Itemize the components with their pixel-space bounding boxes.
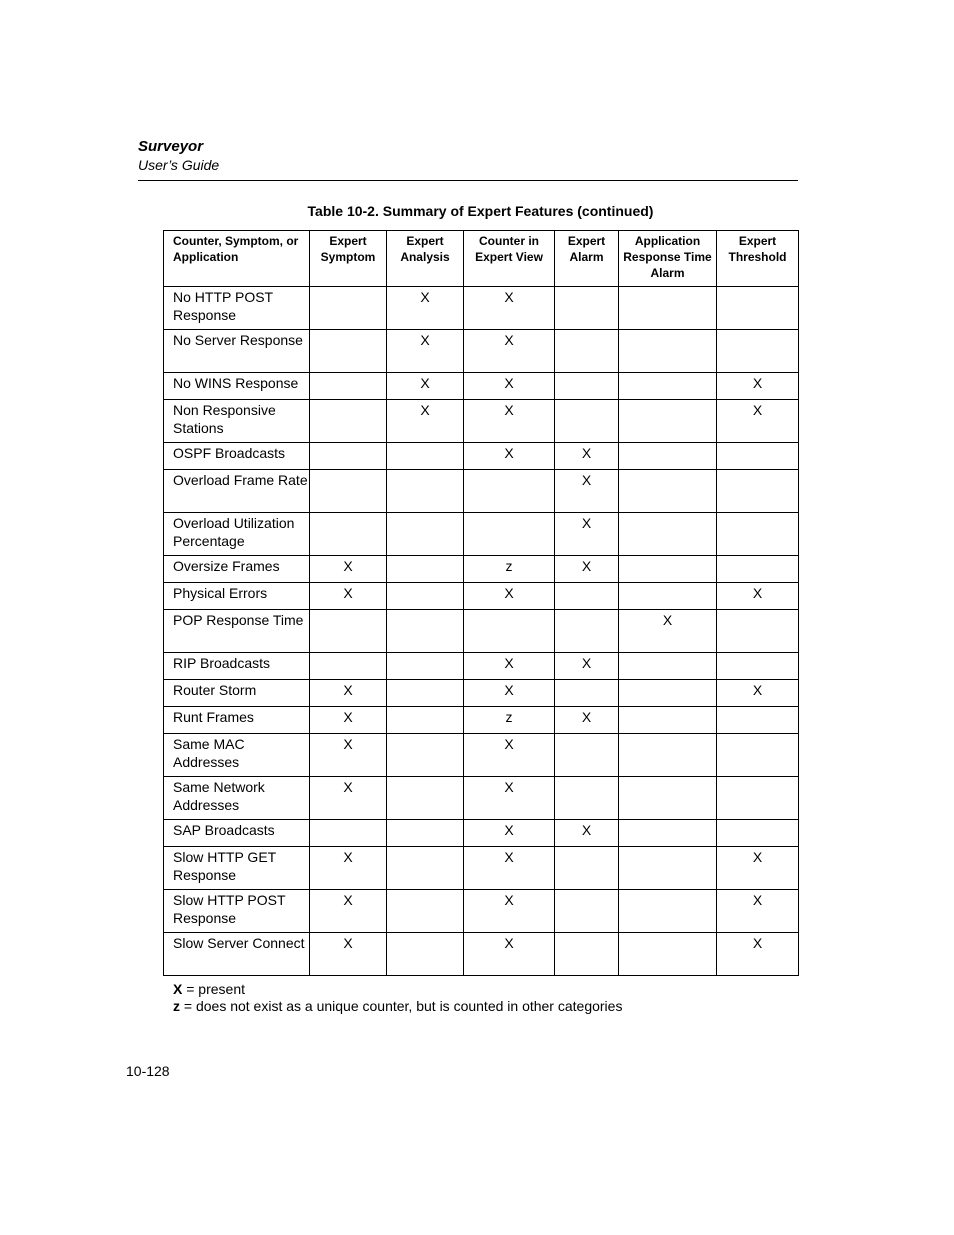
row-label: RIP Broadcasts <box>164 653 310 680</box>
expert-features-table <box>163 230 799 976</box>
running-header-subtitle: User’s Guide <box>138 157 220 173</box>
row-label: Slow HTTP GET Response <box>164 847 310 890</box>
table-caption: Table 10-2. Summary of Expert Features (continued) <box>307 203 654 219</box>
table-cell: X <box>464 777 555 820</box>
table-cell <box>619 583 717 610</box>
legend-present <box>173 981 245 997</box>
table-row <box>164 513 799 556</box>
row-label: Same Network Addresses <box>164 777 310 820</box>
table-cell: X <box>717 680 799 707</box>
table-body <box>164 287 799 976</box>
table-cell <box>555 933 619 976</box>
table-row <box>164 373 799 400</box>
table-cell <box>619 933 717 976</box>
table-cell <box>387 583 464 610</box>
table-row <box>164 287 799 330</box>
table-row <box>164 400 799 443</box>
table-cell: z <box>464 556 555 583</box>
column-header: Expert Symptom <box>310 231 387 287</box>
table-cell <box>555 890 619 933</box>
row-label: Non Responsive Stations <box>164 400 310 443</box>
table-row <box>164 653 799 680</box>
legend-symbol: z <box>173 998 180 1014</box>
table-cell <box>619 777 717 820</box>
row-label: Router Storm <box>164 680 310 707</box>
row-label: Same MAC Addresses <box>164 734 310 777</box>
row-label: OSPF Broadcasts <box>164 443 310 470</box>
table-cell <box>619 653 717 680</box>
table-cell <box>310 820 387 847</box>
table-cell: X <box>555 443 619 470</box>
table-cell: X <box>717 890 799 933</box>
table-cell <box>555 777 619 820</box>
table-cell: X <box>464 653 555 680</box>
table-cell <box>310 330 387 373</box>
table-cell: X <box>717 373 799 400</box>
table-cell <box>717 707 799 734</box>
row-label: Physical Errors <box>164 583 310 610</box>
table-cell <box>387 610 464 653</box>
legend-text: = present <box>182 981 245 997</box>
table-cell: X <box>387 400 464 443</box>
table-cell <box>464 513 555 556</box>
table-cell: X <box>310 890 387 933</box>
table-cell <box>387 513 464 556</box>
table-cell <box>717 470 799 513</box>
table-row <box>164 820 799 847</box>
table-cell: X <box>555 513 619 556</box>
table-cell <box>310 287 387 330</box>
table-cell <box>387 820 464 847</box>
table-cell <box>555 680 619 707</box>
table-cell: X <box>555 470 619 513</box>
table-row <box>164 890 799 933</box>
column-header: Application Response Time Alarm <box>619 231 717 287</box>
table-cell <box>619 287 717 330</box>
table-cell: X <box>717 583 799 610</box>
row-label: No WINS Response <box>164 373 310 400</box>
table-cell: X <box>464 400 555 443</box>
table-cell <box>310 610 387 653</box>
table-cell <box>387 680 464 707</box>
table-cell <box>717 330 799 373</box>
table-row <box>164 470 799 513</box>
table-cell: X <box>310 933 387 976</box>
row-label: Slow HTTP POST Response <box>164 890 310 933</box>
table-cell: X <box>464 734 555 777</box>
table-cell <box>619 734 717 777</box>
table-cell: X <box>310 707 387 734</box>
table-cell <box>619 890 717 933</box>
table-cell <box>387 707 464 734</box>
column-header: Expert Threshold <box>717 231 799 287</box>
page-number: 10-128 <box>126 1063 170 1079</box>
table-cell <box>619 680 717 707</box>
table-cell <box>717 287 799 330</box>
table-cell <box>619 556 717 583</box>
table-cell: X <box>464 287 555 330</box>
header-divider <box>138 180 798 181</box>
table-row <box>164 680 799 707</box>
table-cell: X <box>717 933 799 976</box>
table-cell <box>310 470 387 513</box>
column-header: Expert Analysis <box>387 231 464 287</box>
table-cell: X <box>464 680 555 707</box>
table-cell: X <box>387 287 464 330</box>
table-cell <box>619 443 717 470</box>
table-cell <box>310 400 387 443</box>
table-cell: X <box>310 734 387 777</box>
legend-counted-elsewhere <box>173 998 622 1014</box>
table-cell: X <box>387 330 464 373</box>
table-cell <box>387 847 464 890</box>
table-cell <box>619 400 717 443</box>
table-cell <box>717 610 799 653</box>
table-cell: X <box>555 556 619 583</box>
table-cell: X <box>464 890 555 933</box>
legend-symbol: X <box>173 981 183 997</box>
row-label: No Server Response <box>164 330 310 373</box>
table-cell <box>387 653 464 680</box>
table-row <box>164 933 799 976</box>
table-cell: X <box>464 443 555 470</box>
legend-text: = does not exist as a unique counter, but is counted in other categories <box>180 998 623 1014</box>
row-label: POP Response Time <box>164 610 310 653</box>
table-cell <box>310 513 387 556</box>
table-row <box>164 777 799 820</box>
table-row <box>164 556 799 583</box>
table-cell <box>310 653 387 680</box>
table-row <box>164 707 799 734</box>
table-cell: X <box>717 400 799 443</box>
table-cell <box>310 443 387 470</box>
table-cell <box>387 443 464 470</box>
table-cell: X <box>619 610 717 653</box>
table-cell <box>387 734 464 777</box>
table-row <box>164 847 799 890</box>
table-cell: X <box>310 556 387 583</box>
table-cell <box>619 847 717 890</box>
table-cell <box>717 443 799 470</box>
table-cell <box>310 373 387 400</box>
table-cell: X <box>464 847 555 890</box>
table-cell <box>555 330 619 373</box>
table-cell: X <box>464 373 555 400</box>
table-cell <box>387 470 464 513</box>
table-cell: X <box>464 933 555 976</box>
column-header: Expert Alarm <box>555 231 619 287</box>
column-header: Counter in Expert View <box>464 231 555 287</box>
table-cell <box>555 847 619 890</box>
table-cell <box>555 287 619 330</box>
row-label: Oversize Frames <box>164 556 310 583</box>
table-cell <box>717 653 799 680</box>
table-cell <box>555 373 619 400</box>
table-cell: X <box>387 373 464 400</box>
table-cell <box>717 777 799 820</box>
table-row <box>164 734 799 777</box>
column-header: Counter, Symptom, or Application <box>164 231 310 287</box>
table-cell <box>387 556 464 583</box>
table-cell: X <box>310 777 387 820</box>
table-cell <box>717 513 799 556</box>
running-header-title: Surveyor <box>138 138 204 155</box>
row-label: Overload Frame Rate <box>164 470 310 513</box>
table-cell <box>555 400 619 443</box>
table-cell <box>555 610 619 653</box>
table-cell <box>619 470 717 513</box>
table-cell: X <box>310 847 387 890</box>
table-cell: X <box>310 583 387 610</box>
table-cell <box>464 610 555 653</box>
table-cell <box>387 777 464 820</box>
table-cell: X <box>717 847 799 890</box>
table-row <box>164 443 799 470</box>
table-row <box>164 330 799 373</box>
table-cell <box>619 513 717 556</box>
table-cell <box>464 470 555 513</box>
table-cell <box>717 820 799 847</box>
table-row <box>164 610 799 653</box>
table-cell <box>717 734 799 777</box>
table-cell <box>619 820 717 847</box>
row-label: Slow Server Connect <box>164 933 310 976</box>
row-label: No HTTP POST Response <box>164 287 310 330</box>
table-cell: X <box>555 653 619 680</box>
table-cell: X <box>555 820 619 847</box>
table-cell <box>619 373 717 400</box>
table-cell <box>555 583 619 610</box>
table-cell <box>717 556 799 583</box>
table-cell: X <box>555 707 619 734</box>
row-label: Runt Frames <box>164 707 310 734</box>
row-label: Overload Utilization Percentage <box>164 513 310 556</box>
table-cell: X <box>464 330 555 373</box>
table-header-row <box>164 231 799 287</box>
table-cell: z <box>464 707 555 734</box>
table-cell <box>387 890 464 933</box>
table-cell: X <box>310 680 387 707</box>
row-label: SAP Broadcasts <box>164 820 310 847</box>
table-cell <box>555 734 619 777</box>
table-cell <box>619 707 717 734</box>
table-cell: X <box>464 583 555 610</box>
table-row <box>164 583 799 610</box>
table-cell <box>619 330 717 373</box>
table-cell: X <box>464 820 555 847</box>
table-cell <box>387 933 464 976</box>
